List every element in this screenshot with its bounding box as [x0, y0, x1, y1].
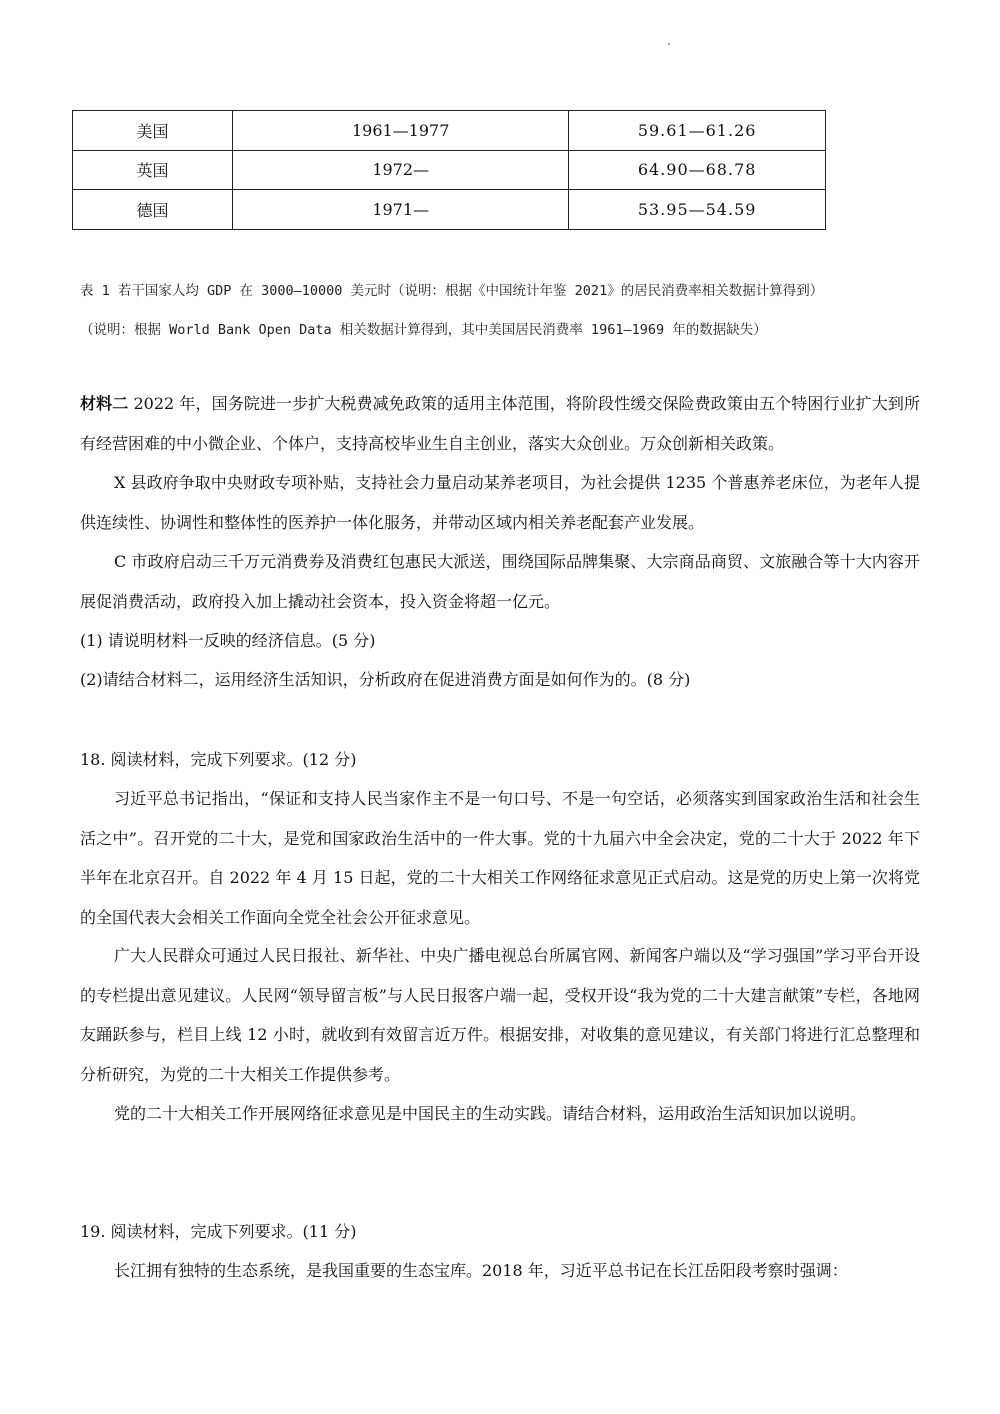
table-cell-country: 德国	[73, 190, 233, 230]
question-18-title: 18. 阅读材料，完成下列要求。(12 分)	[80, 750, 357, 769]
table-cell-period: 1972—	[233, 150, 569, 190]
table-caption: 表 1 若干国家人均 GDP 在 3000—10000 美元时（说明：根据《中国统计年鉴 2021》的居民消费率相关数据计算得到）	[80, 283, 824, 299]
question-19-title: 19. 阅读材料，完成下列要求。(11 分)	[80, 1222, 357, 1241]
page-dot-mark	[668, 43, 670, 45]
q19-paragraph-1: 长江拥有独特的生态系统，是我国重要的生态宝库。2018 年，习近平总书记在长江岳阳段考察时强调：	[114, 1261, 848, 1280]
table-cell-period: 1961—1977	[233, 111, 569, 151]
table-row	[73, 190, 826, 230]
table-row	[73, 111, 826, 151]
table-cell-rate: 53.95—54.59	[569, 190, 826, 230]
table-cell-rate: 64.90—68.78	[569, 150, 826, 190]
question-1: (1) 请说明材料一反映的经济信息。(5 分)	[80, 631, 376, 650]
consumption-rate-table	[72, 110, 826, 230]
table-row	[73, 150, 826, 190]
q18-paragraph-2: 广大人民群众可通过人民日报社、新华社、中央广播电视总台所属官网、新闻客户端以及“学习强国”学习平台开设的专栏提出意见建议。人民网“领导留言板”与人民日报客户端一起，受权开设“我为党的二十大建言献策”专栏，各地网友踊跃参与，栏目上线 12 小时，就收到有效留言近万件。根据安排，对收集的意见建议，有关部门将进行汇总整理和分析研究，为党的二十大相关工作提供参考。	[80, 946, 920, 1084]
table-cell-period: 1971—	[233, 190, 569, 230]
table-cell-rate: 59.61—61.26	[569, 111, 826, 151]
material2-label: 材料二	[80, 394, 129, 413]
table-cell-country: 英国	[73, 150, 233, 190]
x-county-paragraph: X 县政府争取中央财政专项补贴，支持社会力量启动某养老项目，为社会提供 1235 个普惠养老床位，为老年人提供连续性、协调性和整体性的医养护一体化服务，并带动区域内相关养老配套产业发展。	[80, 473, 920, 532]
q18-paragraph-1: 习近平总书记指出，“保证和支持人民当家作主不是一句口号、不是一句空话，必须落实到国家政治生活和社会生活之中”。召开党的二十大，是党和国家政治生活中的一件大事。党的十九届六中全会决定，党的二十大于 2022 年下半年在北京召开。自 2022 年 4 月 15 日起，党的二十大相关工作网络征求意见正式启动。这是党的历史上第一次将党的全国代表大会相关工作面向全党全社会公开征求意见。	[80, 789, 920, 927]
question-2: (2)请结合材料二，运用经济生活知识，分析政府在促进消费方面是如何作为的。(8 分)	[80, 670, 691, 689]
q18-paragraph-3: 党的二十大相关工作开展网络征求意见是中国民主的生动实践。请结合材料，运用政治生活知识加以说明。	[114, 1104, 867, 1123]
table-cell-country: 美国	[73, 111, 233, 151]
table-source-note: （说明：根据 World Bank Open Data 相关数据计算得到，其中美国居民消费率 1961—1969 年的数据缺失）	[80, 322, 767, 338]
material2-text: 2022 年，国务院进一步扩大税费减免政策的适用主体范围，将阶段性缓交保险费政策由五个特困行业扩大到所有经营困难的中小微企业、个体户，支持高校毕业生自主创业，落实大众创业。万众创新相关政策。	[80, 394, 920, 453]
material2-paragraph	[80, 384, 920, 463]
c-city-paragraph: C 市政府启动三千万元消费券及消费红包惠民大派送，围绕国际品牌集聚、大宗商品商贸、文旅融合等十大内容开展促消费活动，政府投入加上撬动社会资本，投入资金将超一亿元。	[80, 552, 920, 611]
